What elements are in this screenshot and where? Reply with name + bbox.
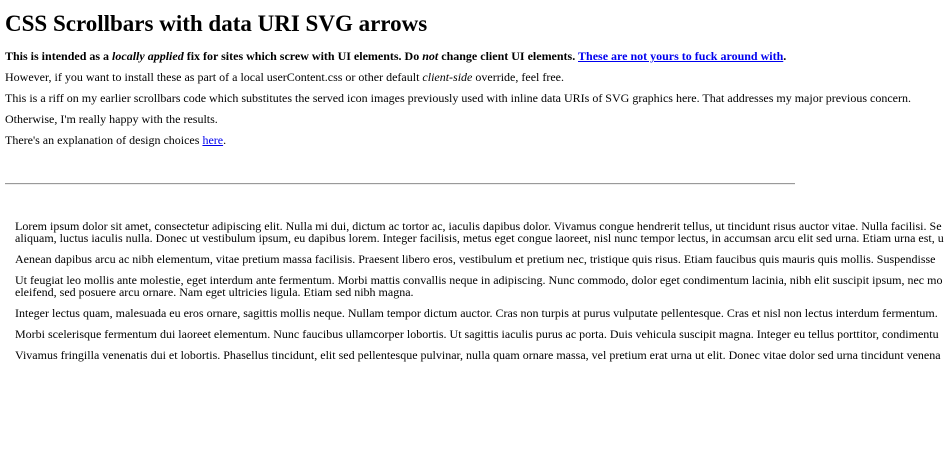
intro-text: . [783,49,787,63]
intro-text: change client UI elements. [438,49,579,63]
intro-text: There's an explanation of design choices [5,133,203,147]
intro-text: fix for sites which screw with UI elements. Do [183,49,423,63]
paragraph-line: Lorem ipsum dolor sit amet, consectetur adipiscing elit. Nulla mi dui, dictum ac tortor ac, iaculis dapibus dolor. Vivamus congue hendrerit tellus, ut tincidunt risus auctor vitae. Nulla facilisi. Se [15,219,942,233]
lorem-paragraph-3 [15,273,943,299]
lorem-paragraph-4 [15,306,938,320]
scroll-demo-box[interactable] [15,219,944,370]
paragraph-line: Ut feugiat leo mollis ante molestie, eget interdum ante fermentum. Morbi mattis convallis neque in adipiscing. Nunc commodo, dolor eget condimentum lacinia, nibh elit suscipit ipsum, nec mo [15,273,943,287]
intro-paragraph-5 [5,133,226,147]
paragraph-line: Vivamus fringilla venenatis dui et lobortis. Phasellus tincidunt, elit sed pellentesque pulvinar, nulla quam ornare massa, vel pretium erat urna ut elit. Donec vitae dolor sed urna tincidunt venena [15,348,941,362]
intro-paragraph-2 [5,70,564,84]
intro-paragraph-3: This is a riff on my earlier scrollbars code which substitutes the served icon images previously used with inline data URIs of SVG graphics here. That addresses my major previous concern. [5,91,911,105]
lorem-paragraph-6 [15,348,941,362]
emphasis-client-side: client-side [422,70,473,84]
intro-paragraph-1 [5,49,786,63]
paragraph-line: Morbi scelerisque fermentum dui laoreet elementum. Nunc faucibus ullamcorper lobortis. Ut sagittis iaculis purus ac porta. Duis vehicula suscipit magna. Integer eu tellus porttitor, condimentu [15,327,939,341]
intro-text: This is intended as a [5,49,113,63]
ui-elements-link[interactable]: These are not yours to fuck around with [578,49,784,63]
intro-text: override, feel free. [472,70,564,84]
horizontal-rule [5,183,795,185]
paragraph-line: Integer lectus quam, malesuada eu eros ornare, sagittis mollis neque. Nullam tempor dictum auctor. Cras non turpis at purus vulputate pellentesque. Cras et nisl non lectus interdum fermentum. [15,306,938,320]
emphasis-not: not [422,49,439,63]
emphasis-locally-applied: locally applied [112,49,184,63]
paragraph-line: Aenean dapibus arcu ac nibh elementum, vitae pretium massa facilisis. Praesent libero eros, vestibulum et pretium nec, tristique quis risus. Etiam faucibus quis mauris quis mollis. Suspendisse [15,252,936,266]
lorem-paragraph-5 [15,327,939,341]
design-choices-link[interactable]: here [202,133,224,147]
intro-paragraph-4: Otherwise, I'm really happy with the results. [5,112,218,126]
page-title: CSS Scrollbars with data URI SVG arrows [5,11,428,36]
lorem-paragraph-2 [15,252,936,266]
intro-text: However, if you want to install these as part of a local userContent.css or other default [5,70,423,84]
paragraph-line: aliquam, luctus iaculis nulla. Donec ut vestibulum ipsum, eu dapibus lorem. Integer facilisis, metus eget congue laoreet, nisl nunc tempor lectus, in accumsan arcu elit sed urna. Etiam urna est, u [15,231,944,245]
lorem-paragraph-1 [15,219,944,245]
paragraph-line: eleifend, sed posuere arcu ornare. Nam eget ultricies ligula. Etiam sed nibh magna. [15,285,414,299]
intro-text: . [223,133,227,147]
